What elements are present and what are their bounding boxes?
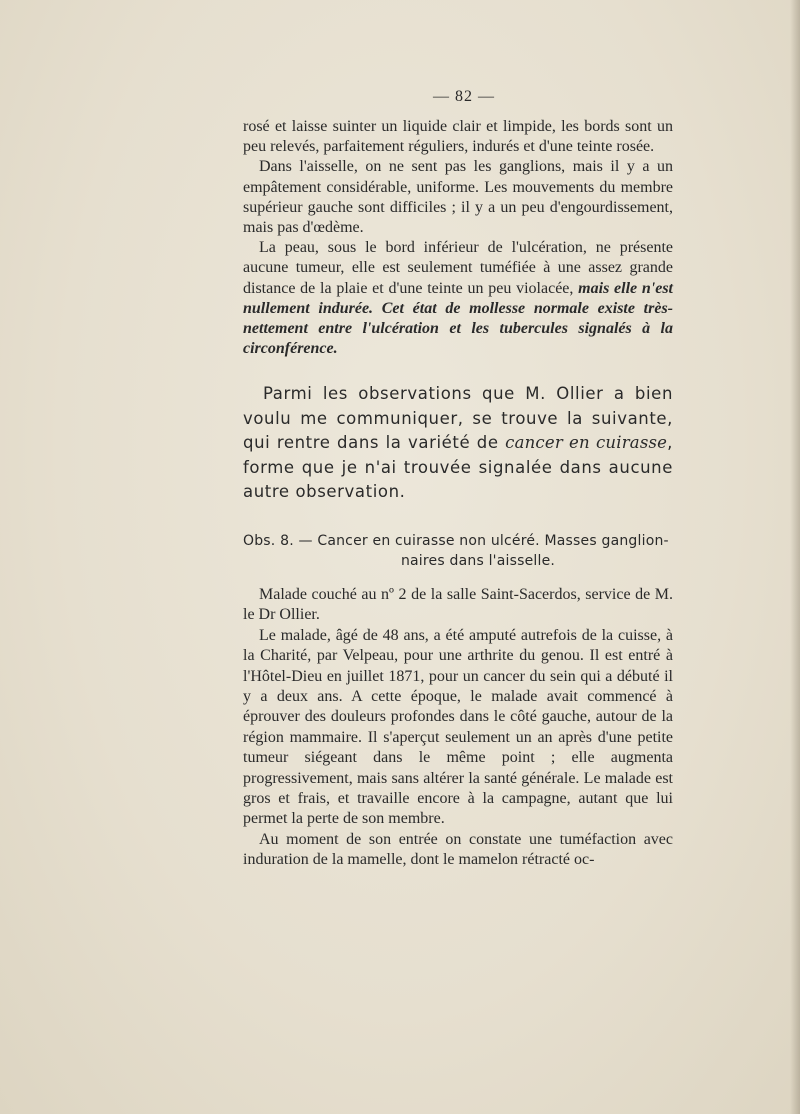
observation-paragraph-1: Malade couché au nº 2 de la salle Saint-Sacerdos, service de M. le Dr Ollier. xyxy=(243,585,673,624)
observation-title-line-2: naires dans l'aisselle. xyxy=(400,552,556,569)
observation-title-line-1: Obs. 8. — Cancer en cuirasse non ulcéré. Masses ganglion- xyxy=(243,532,669,549)
intro-text-part-1: Parmi les observations que M. Ollier a bien voulu me communiquer, se trouve la suivante, qui rentre dans la variété de xyxy=(243,384,673,453)
observation-paragraph-3: Au moment de son entrée on constate une tuméfaction avec induration de la mamelle, dont le mamelon rétracté oc- xyxy=(243,830,673,869)
intro-emphasis: cancer en cuirasse xyxy=(505,433,668,453)
paragraph-1: rosé et laisse suinter un liquide clair et limpide, les bords sont un peu relevés, parfaitement réguliers, indurés et d'une teinte rosée. xyxy=(243,118,673,156)
paragraph-3-italic-text: mais elle n'est nullement indurée. Cet état de mollesse normale existe très-nettement entre l'ulcération et les tubercules signalés à la circonférence. xyxy=(243,279,674,358)
paragraph-3 xyxy=(243,238,673,359)
observation-title xyxy=(243,531,673,571)
observation-paragraph-2: Le malade, âgé de 48 ans, a été amputé autrefois de la cuisse, à la Charité, par Velpeau, pour une arthrite du genou. Il est entré à l'Hôtel-Dieu en juillet 1871, pour un cancer du sein qui a débuté il y a deux ans. A cette époque, le malade avait commencé à éprouver des douleurs profondes dans le côté gauche, autour de la région mammaire. Il s'aperçut seulement un an après d'une petite tumeur siégeant dans le même point ; elle augmenta progressivement, mais sans altérer la santé générale. Le malade est gros et frais, et travaille encore à la campagne, autant que lui permet la perte de son membre. xyxy=(243,626,673,828)
text-block xyxy=(243,88,673,871)
intro-text-part-2: , forme que je n'ai trouvée signalée dans aucune autre observation. xyxy=(243,433,673,502)
page-edge-shadow xyxy=(790,0,800,1114)
paragraph-3-normal-text: La peau, sous le bord inférieur de l'ulcération, ne présente aucune tumeur, elle est seulement tuméfiée à une assez grande distance de la plaie et d'une teinte un peu violacée, xyxy=(243,239,673,297)
page-number: — 82 — xyxy=(433,88,495,105)
paragraph-2: Dans l'aisselle, on ne sent pas les ganglions, mais il y a un empâtement considérable, uniforme. Les mouvements du membre supérieur gauche sont difficiles ; il y a un peu d'engourdissement, mais pas d'œdème. xyxy=(243,158,673,237)
intro-paragraph xyxy=(243,382,673,505)
observation-body xyxy=(243,585,673,871)
